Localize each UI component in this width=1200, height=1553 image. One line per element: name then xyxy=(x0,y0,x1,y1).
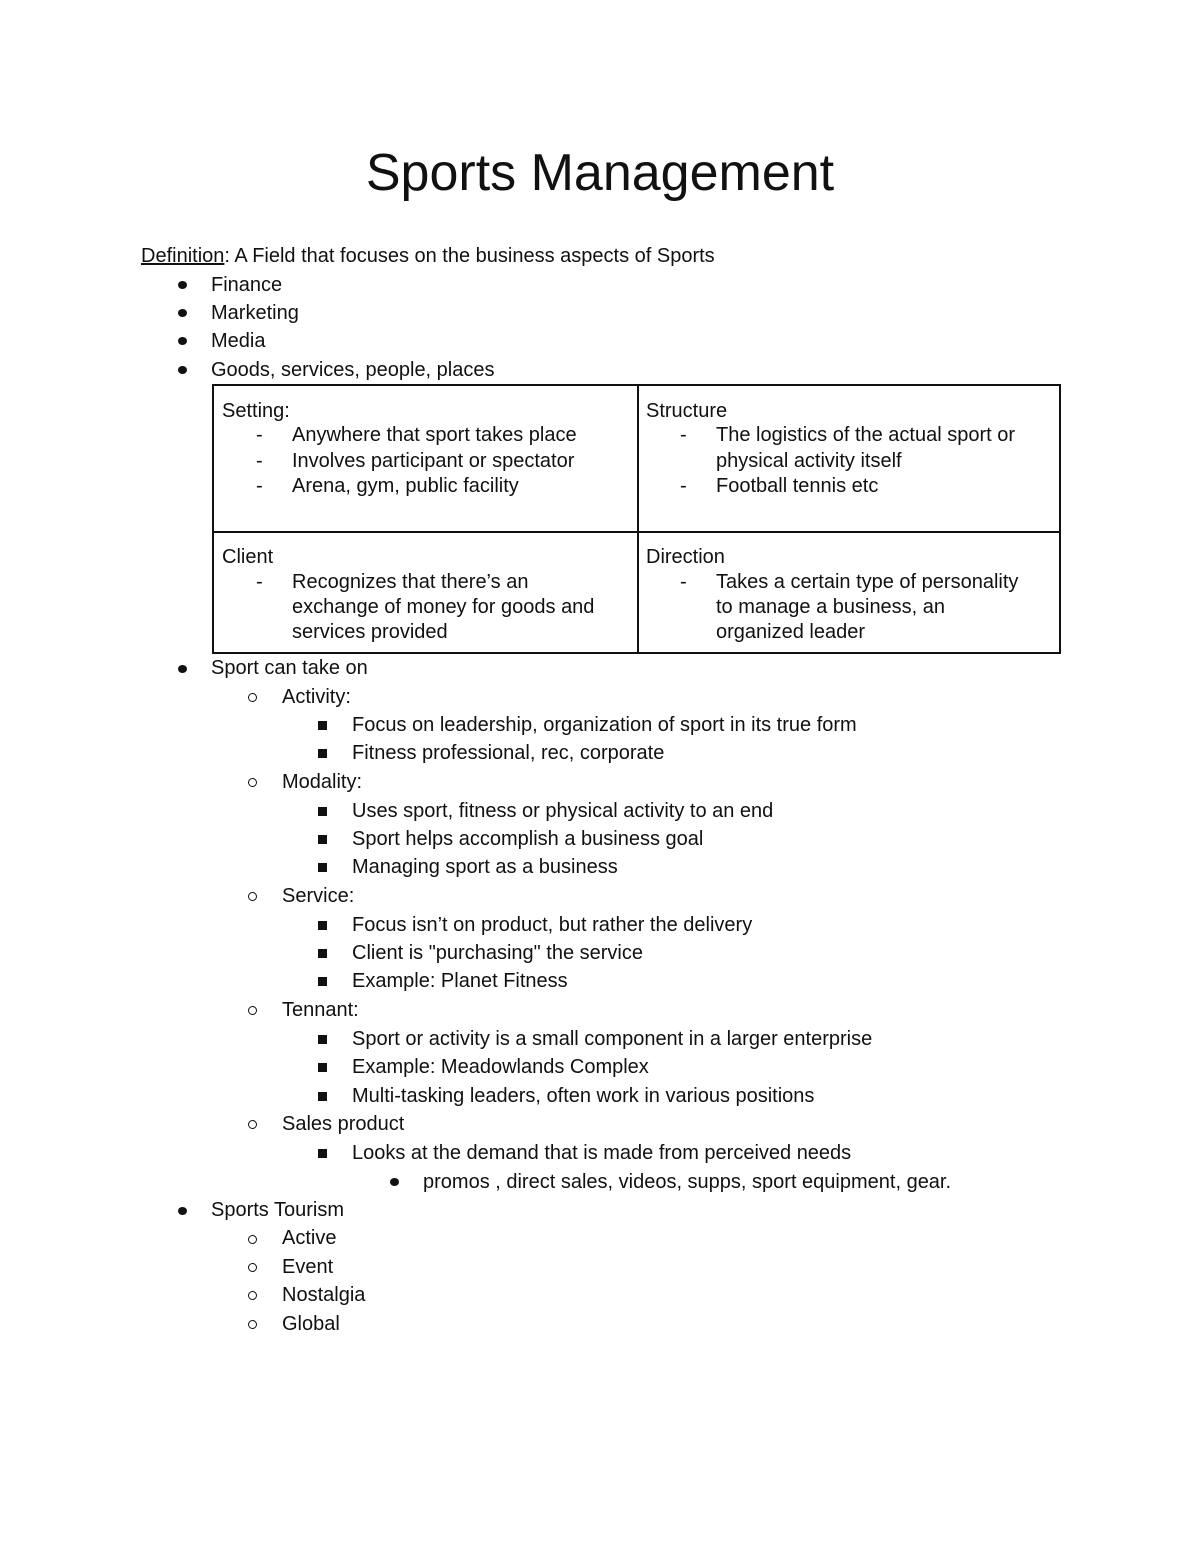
list-item: Goods, services, people, places xyxy=(211,359,495,381)
table-divider xyxy=(214,531,1059,533)
cell-item-continued: exchange of money for goods and xyxy=(292,596,595,618)
cell-item: - Takes a certain type of personality xyxy=(680,571,1019,593)
bullet-square-icon xyxy=(318,977,327,986)
bullet-square-icon xyxy=(318,807,327,816)
list-item: Marketing xyxy=(211,302,299,324)
bullet-square-icon xyxy=(318,835,327,844)
list-item: Active xyxy=(282,1227,337,1249)
list-item: Finance xyxy=(211,274,283,296)
cell-heading-setting: Setting: xyxy=(222,400,290,422)
list-item: Sport helps accomplish a business goal xyxy=(352,828,704,850)
bullet-dot-icon xyxy=(178,1207,187,1215)
list-item: Looks at the demand that is made from perceived needs xyxy=(352,1142,852,1164)
bullet-circle-icon xyxy=(248,892,257,901)
list-item: Multi-tasking leaders, often work in various positions xyxy=(352,1085,815,1107)
list-item: Tennant: xyxy=(282,999,359,1021)
bullet-square-icon xyxy=(318,921,327,930)
cell-item: - Arena, gym, public facility xyxy=(256,475,519,497)
bullet-dot-icon xyxy=(178,665,187,673)
list-item: promos , direct sales, videos, supps, sport equipment, gear. xyxy=(423,1171,952,1193)
list-item: Sport can take on xyxy=(211,657,368,679)
bullet-dot-icon xyxy=(178,337,187,345)
list-item: Sports Tourism xyxy=(211,1199,345,1221)
list-item: Nostalgia xyxy=(282,1284,366,1306)
bullet-circle-icon xyxy=(248,1263,257,1272)
bullet-square-icon xyxy=(318,1092,327,1101)
list-item: Managing sport as a business xyxy=(352,856,618,878)
list-item: Modality: xyxy=(282,771,363,793)
bullet-circle-icon xyxy=(248,1120,257,1129)
cell-item: - The logistics of the actual sport or xyxy=(680,424,1016,446)
cell-item: - Recognizes that there’s an xyxy=(256,571,529,593)
bullet-circle-icon xyxy=(248,1320,257,1329)
bullet-dot-icon xyxy=(178,281,187,289)
bullet-circle-icon xyxy=(248,1235,257,1244)
bullet-square-icon xyxy=(318,1035,327,1044)
cell-item-continued: to manage a business, an xyxy=(716,596,946,618)
bullet-square-icon xyxy=(318,863,327,872)
list-item: Activity: xyxy=(282,686,351,708)
bullet-square-icon xyxy=(318,721,327,730)
list-item: Example: Meadowlands Complex xyxy=(352,1056,649,1078)
cell-item: - Football tennis etc xyxy=(680,475,879,497)
cell-heading-structure: Structure xyxy=(646,400,728,422)
list-item: Focus isn’t on product, but rather the delivery xyxy=(352,914,753,936)
bullet-dot-icon xyxy=(178,366,187,374)
list-item: Focus on leadership, organization of sport in its true form xyxy=(352,714,857,736)
list-item: Client is "purchasing" the service xyxy=(352,942,643,964)
bullet-square-icon xyxy=(318,1063,327,1072)
list-item: Media xyxy=(211,330,266,352)
list-item: Event xyxy=(282,1256,334,1278)
bullet-circle-icon xyxy=(248,693,257,702)
cell-item: - Involves participant or spectator xyxy=(256,450,575,472)
page-title: Sports Management xyxy=(365,144,835,202)
list-item: Fitness professional, rec, corporate xyxy=(352,742,665,764)
bullet-dot-icon xyxy=(178,309,187,317)
bullet-square-icon xyxy=(318,749,327,758)
bullet-circle-icon xyxy=(248,1006,257,1015)
list-item: Example: Planet Fitness xyxy=(352,970,568,992)
definition-line xyxy=(141,244,715,268)
list-item: Sales product xyxy=(282,1113,405,1135)
cell-item-continued: services provided xyxy=(292,621,448,643)
cell-heading-direction: Direction xyxy=(646,546,725,568)
table-divider xyxy=(637,386,639,652)
concept-table xyxy=(212,384,1061,654)
cell-item: - Anywhere that sport takes place xyxy=(256,424,577,446)
list-item: Uses sport, fitness or physical activity to an end xyxy=(352,800,774,822)
bullet-circle-icon xyxy=(248,1291,257,1300)
cell-item-continued: organized leader xyxy=(716,621,865,643)
definition-text: : A Field that focuses on the business aspects of Sports xyxy=(224,245,715,267)
bullet-square-icon xyxy=(318,1149,327,1158)
bullet-square-icon xyxy=(318,949,327,958)
bullet-circle-icon xyxy=(248,778,257,787)
cell-heading-client: Client xyxy=(222,546,274,568)
definition-label: Definition xyxy=(141,245,225,267)
list-item: Sport or activity is a small component in a larger enterprise xyxy=(352,1028,873,1050)
list-item: Global xyxy=(282,1313,340,1335)
bullet-dot-icon xyxy=(390,1178,399,1186)
list-item: Service: xyxy=(282,885,355,907)
cell-item-continued: physical activity itself xyxy=(716,450,902,472)
